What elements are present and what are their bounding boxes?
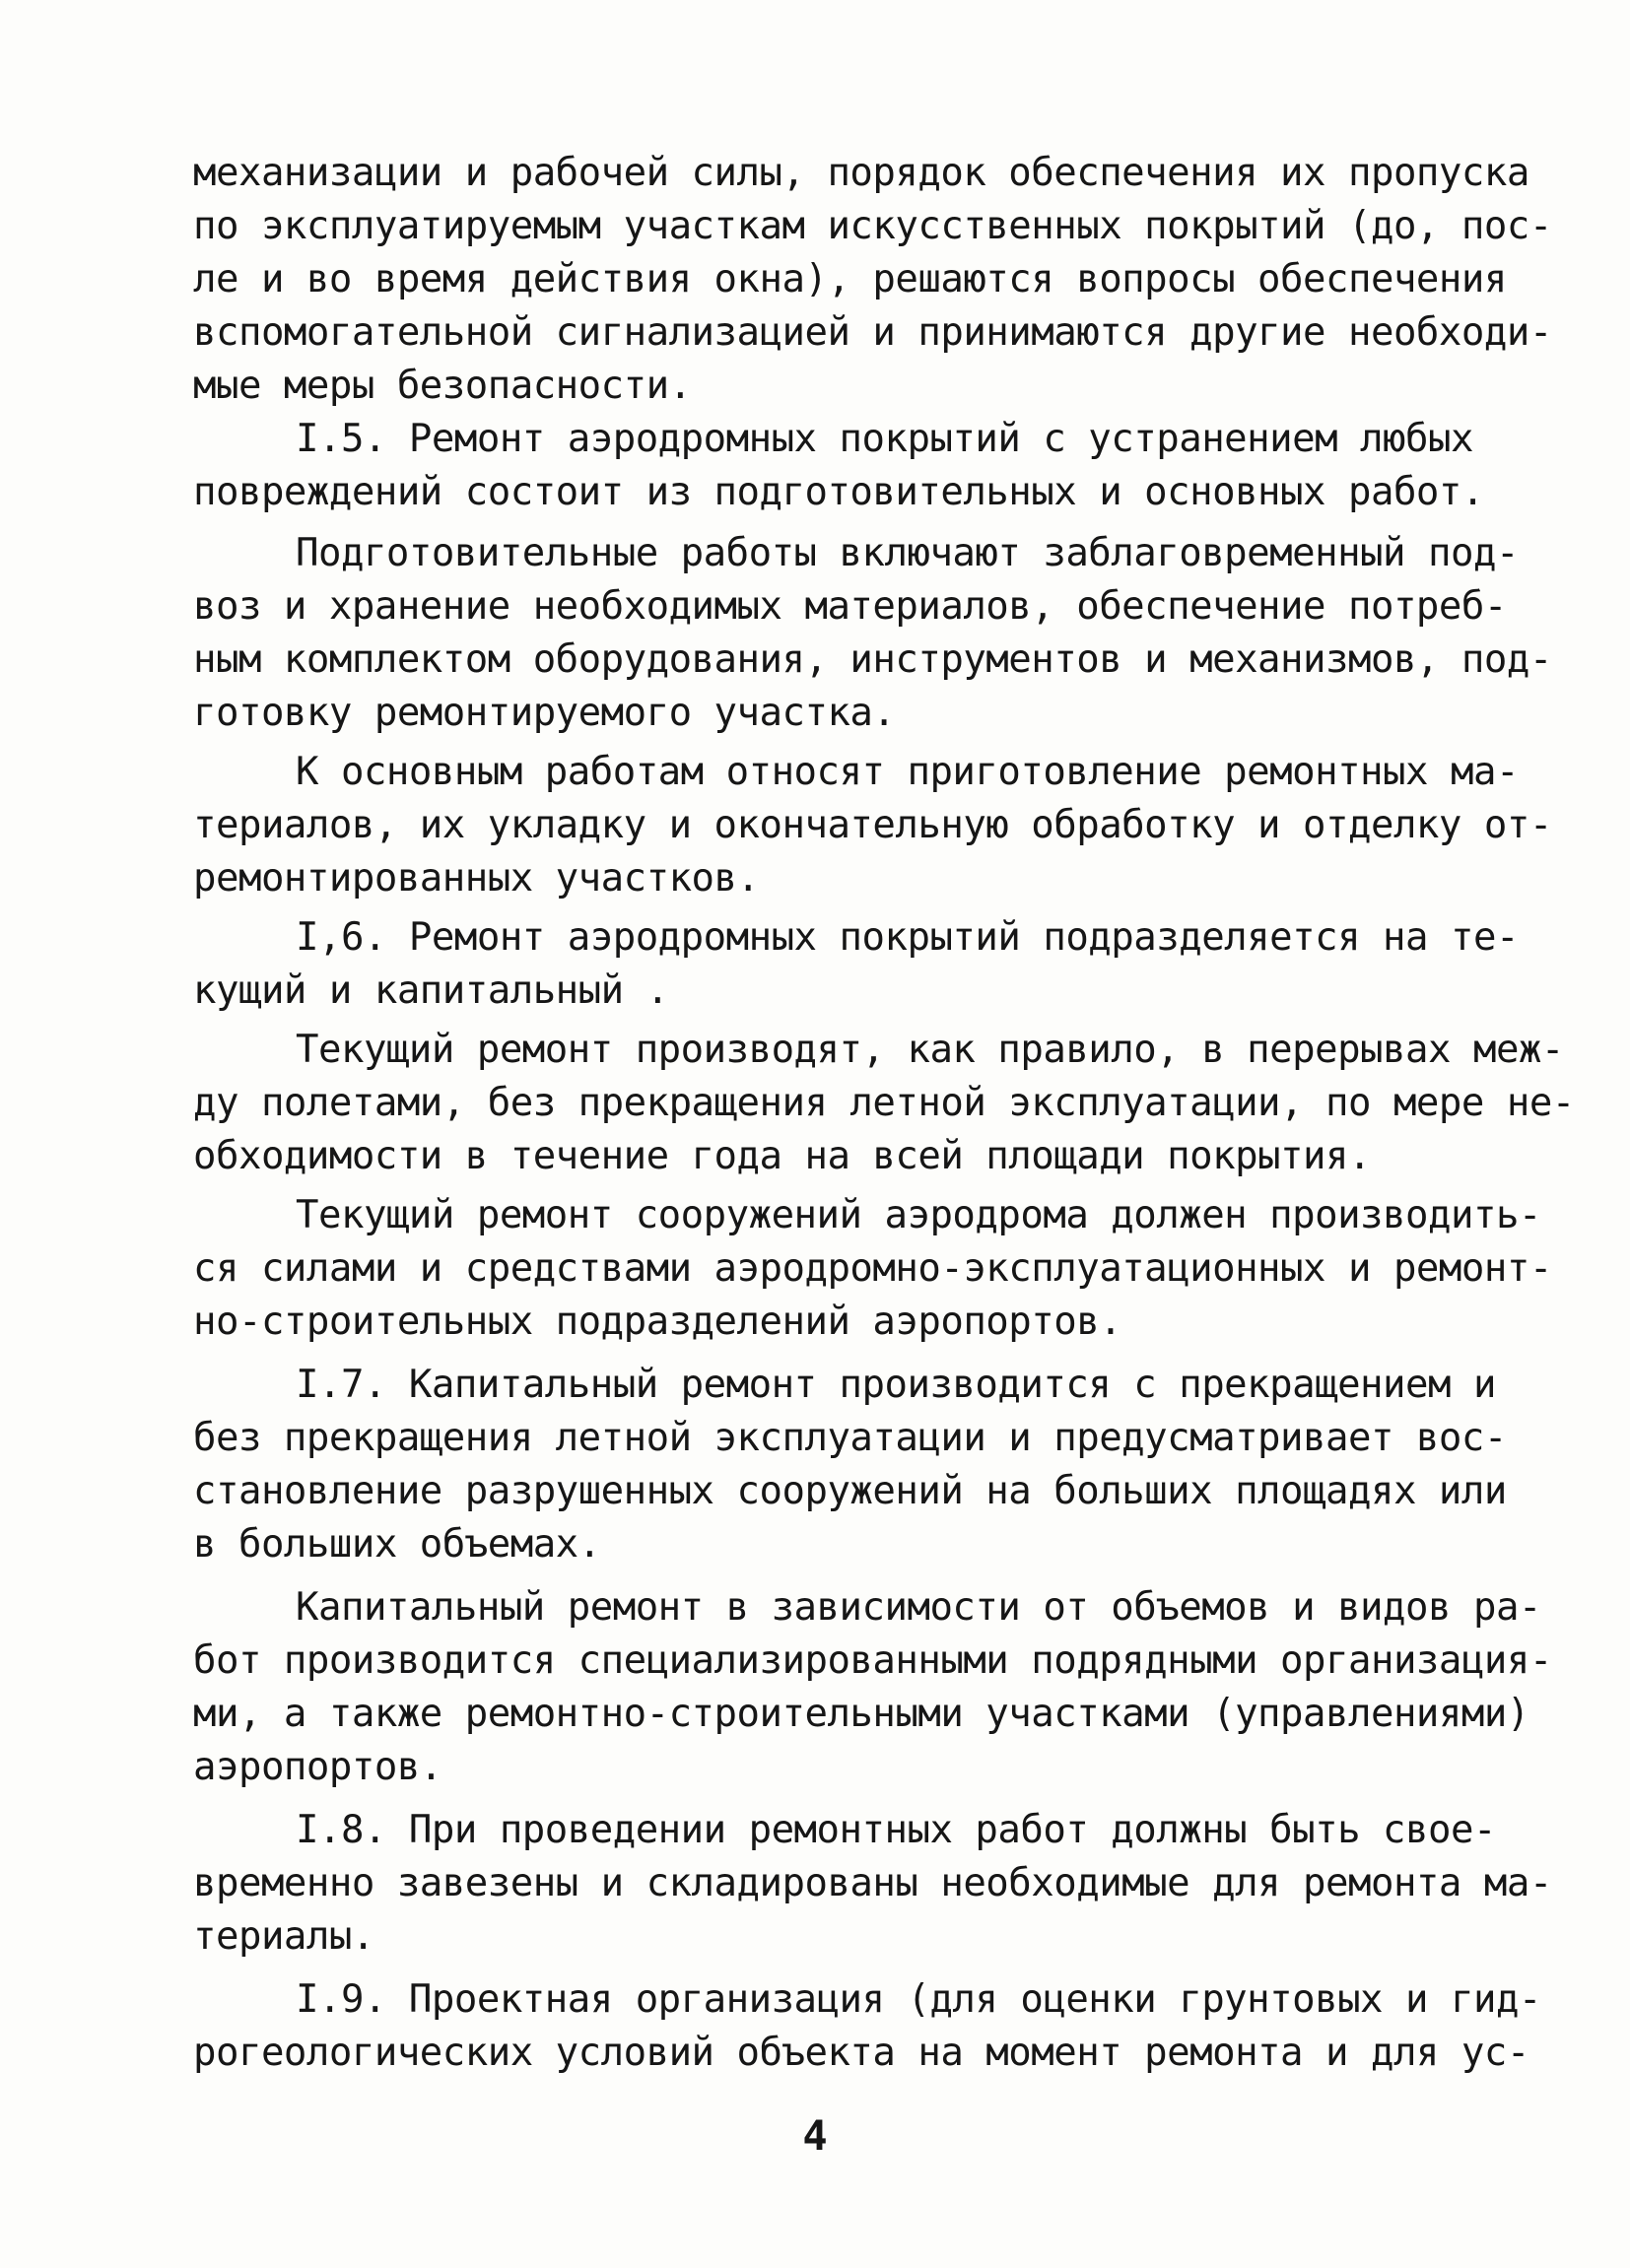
- text-line: обходимости в течение года на всей площади покрытия.: [193, 1134, 1371, 1178]
- paragraph-line: Текущий ремонт сооружений аэродрома должен производить-: [296, 1193, 1541, 1237]
- clause-line: I.7. Капитальный ремонт производится с прекращением и: [296, 1363, 1496, 1407]
- text-line: становление разрушенных сооружений на больших площадях или: [193, 1469, 1507, 1513]
- clause-line: I.5. Ремонт аэродромных покрытий с устранением любых: [296, 417, 1473, 461]
- text-line: без прекращения летной эксплуатации и предусматривает вос-: [193, 1416, 1507, 1460]
- clause-line: I.9. Проектная организация (для оценки грунтовых и гид-: [296, 1977, 1541, 2022]
- text-line: ремонтированных участков.: [193, 856, 760, 901]
- text-line: в больших объемах.: [193, 1522, 601, 1567]
- paragraph-line: Текущий ремонт производят, как правило, в перерывах меж-: [296, 1028, 1564, 1072]
- text-line: вспомогательной сигнализацией и принимаются другие необходи-: [193, 310, 1552, 355]
- text-line: кущий и капитальный .: [193, 968, 669, 1013]
- page-number: 4: [802, 2111, 828, 2160]
- text-line: аэропортов.: [193, 1745, 442, 1789]
- text-line: териалы.: [193, 1914, 374, 1959]
- text-line: ся силами и средствами аэродромно-эксплуатационных и ремонт-: [193, 1246, 1552, 1291]
- text-line: воз и хранение необходимых материалов, обеспечение потреб-: [193, 584, 1507, 629]
- text-line: повреждений состоит из подготовительных и основных работ.: [193, 470, 1484, 514]
- text-line: ми, а также ремонтно-строительными участками (управлениями): [193, 1692, 1529, 1736]
- text-line: териалов, их укладку и окончательную обработку и отделку от-: [193, 803, 1552, 847]
- text-line: но-строительных подразделений аэропортов.: [193, 1300, 1122, 1344]
- text-line: рогеологических условий объекта на момент ремонта и для ус-: [193, 2031, 1529, 2075]
- paragraph-line: Капитальный ремонт в зависимости от объемов и видов ра-: [296, 1585, 1541, 1630]
- text-line: бот производится специализированными подрядными организация-: [193, 1638, 1552, 1683]
- text-line: ду полетами, без прекращения летной эксплуатации, по мере не-: [193, 1081, 1575, 1125]
- text-line: механизации и рабочей силы, порядок обеспечения их пропуска: [193, 151, 1529, 195]
- paragraph-line: Подготовительные работы включают заблаговременный под-: [296, 531, 1519, 575]
- text-line: по эксплуатируемым участкам искусственных покрытий (до, пос-: [193, 204, 1552, 248]
- clause-line: I,6. Ремонт аэродромных покрытий подразделяется на те-: [296, 915, 1519, 960]
- paragraph-line: К основным работам относят приготовление ремонтных ма-: [296, 750, 1519, 794]
- clause-line: I.8. При проведении ремонтных работ должны быть свое-: [296, 1808, 1496, 1852]
- text-line: готовку ремонтируемого участка.: [193, 691, 896, 735]
- text-line: мые меры безопасности.: [193, 364, 692, 408]
- text-line: ле и во время действия окна), решаются вопросы обеспечения: [193, 257, 1507, 301]
- text-line: ным комплектом оборудования, инструментов и механизмов, под-: [193, 637, 1552, 682]
- text-line: временно завезены и складированы необходимые для ремонта ма-: [193, 1861, 1552, 1905]
